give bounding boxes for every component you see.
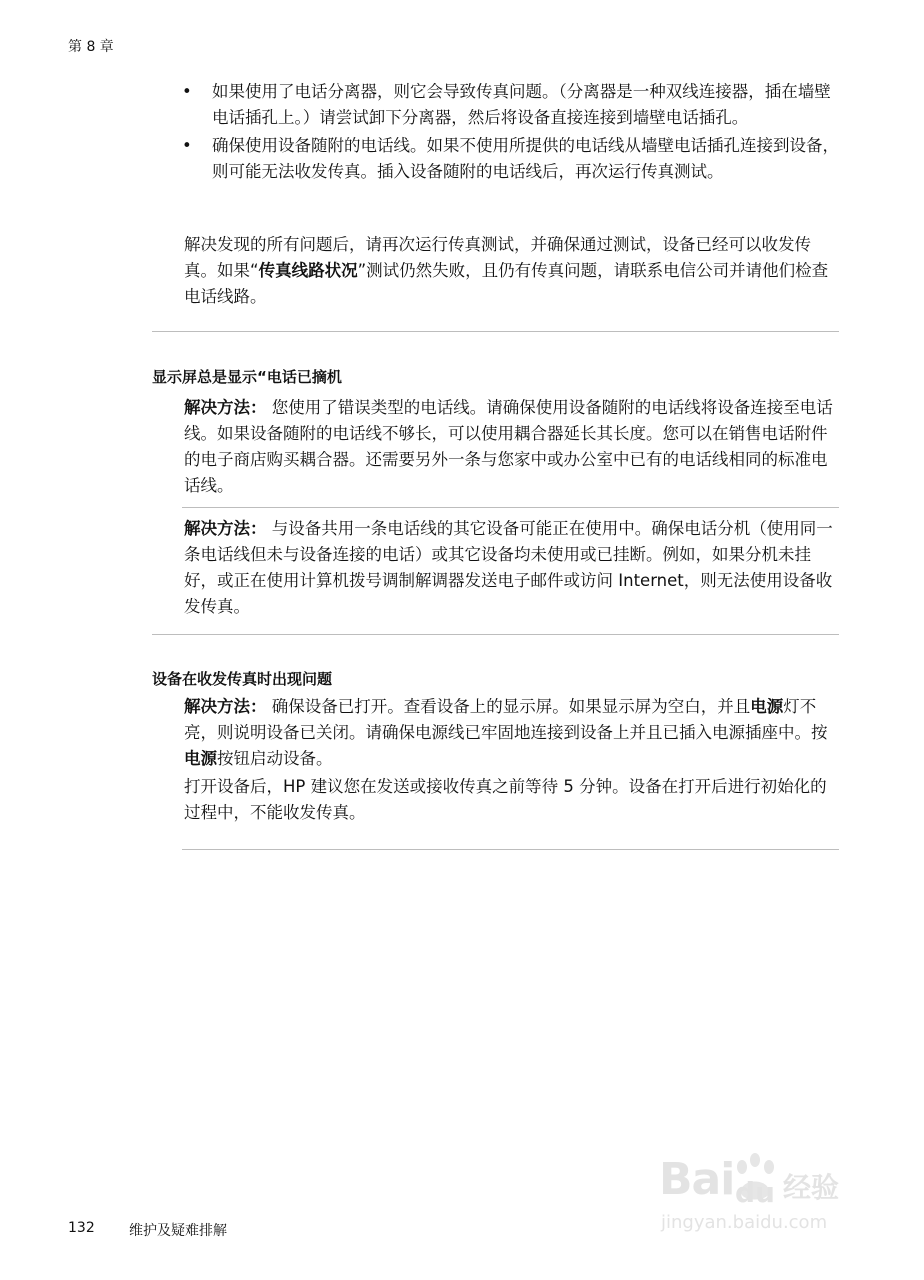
watermark-brand: Bai <box>659 1154 735 1205</box>
fax-line-status-term: 传真线路状况 <box>258 261 358 280</box>
bullet-text: 如果使用了电话分离器，则它会导致传真问题。（分离器是一种双线连接器，插在墙壁电话插孔上。）请尝试卸下分离器，然后将设备直接连接到墙壁电话插孔。 <box>212 82 831 127</box>
power-term: 电源 <box>184 749 217 768</box>
followup-paragraph: 打开设备后，HP 建议您在发送或接收传真之前等待 5 分钟。设备在打开后进行初始化的过程中，不能收发传真。 <box>184 777 827 822</box>
bullet-icon: • <box>182 82 192 101</box>
watermark-brand-suffix: du <box>735 1176 775 1209</box>
watermark-url: jingyan.baidu.com <box>661 1212 828 1233</box>
page-number: 132 <box>68 1220 95 1236</box>
list-item <box>182 79 842 131</box>
divider <box>182 507 839 508</box>
bullet-text: 确保使用设备随附的电话线。如果不使用所提供的电话线从墙壁电话插孔连接到设备，则可能无法收发传真。插入设备随附的电话线后，再次运行传真测试。 <box>212 136 839 181</box>
solution-label: 解决方法： <box>184 398 267 417</box>
divider <box>152 634 839 635</box>
solution-paragraph: 解决方法： 您使用了错误类型的电话线。请确保使用设备随附的电话线将设备连接至电话线。如果设备随附的电话线不够长，可以使用耦合器延长其长度。您可以在销售电话附件的电子商店购买耦合器。还需要另外一条与您家中或办公室中已有的电话线相同的标准电话线。 <box>184 398 833 495</box>
closing-paragraph: 解决发现的所有问题后，请再次运行传真测试，并确保通过测试，设备已经可以收发传真。如果“传真线路状况”测试仍然失败，且仍有传真问题，请联系电信公司并请他们检查电话线路。 <box>184 235 829 306</box>
divider <box>182 849 839 850</box>
solution-label: 解决方法： <box>184 519 267 538</box>
section-heading: 显示屏总是显示“电话已摘机 <box>152 368 342 386</box>
baidu-watermark <box>655 1150 845 1250</box>
power-term: 电源 <box>750 697 784 716</box>
footer-title: 维护及疑难排解 <box>129 1223 227 1239</box>
watermark-brand-cn: 经验 <box>783 1171 840 1204</box>
divider <box>152 331 839 332</box>
solution-paragraph: 解决方法： 确保设备已打开。查看设备上的显示屏。如果显示屏为空白，并且电源灯不亮，则说明设备已关闭。请确保电源线已牢固地连接到设备上并且已插入电源插座中。按电源按钮启动设备。 <box>184 697 828 768</box>
chapter-header: 第 8 章 <box>68 39 114 55</box>
bullet-list <box>182 79 842 187</box>
bullet-icon: • <box>182 136 192 155</box>
solution-paragraph: 解决方法： 与设备共用一条电话线的其它设备可能正在使用中。确保电话分机（使用同一条电话线但未与设备连接的电话）或其它设备均未使用或已挂断。例如，如果分机未挂好，或正在使用计算机拨号调制解调器发送电子邮件或访问 Internet，则无法使用设备收发传真。 <box>184 519 833 616</box>
list-item <box>182 133 842 185</box>
solution-label: 解决方法： <box>184 697 267 716</box>
section-heading: 设备在收发传真时出现问题 <box>152 670 333 688</box>
